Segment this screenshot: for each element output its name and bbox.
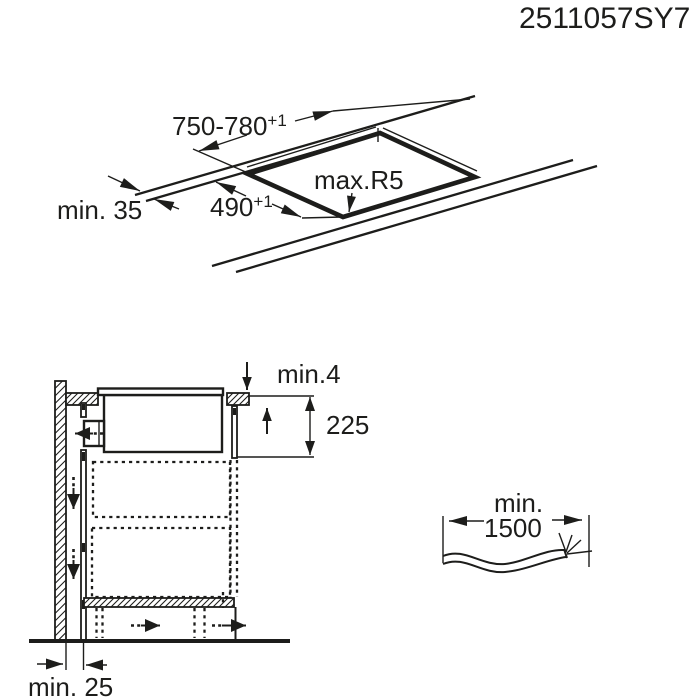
build-depth-label: 225 <box>326 410 370 440</box>
depth-dim-sup: +1 <box>253 192 273 211</box>
arrowhead <box>231 619 246 632</box>
width-dim-sup: +1 <box>267 111 287 130</box>
arrowhead <box>564 515 582 525</box>
cable-curve <box>443 549 567 572</box>
hob-body <box>104 395 222 452</box>
width-dim-value: 750-780 <box>172 111 268 141</box>
edge-clearance-label: min. 35 <box>57 195 143 225</box>
top-clearance-dimension <box>242 359 340 390</box>
hob-glass <box>98 389 223 396</box>
airflow-down-arrow-1 <box>67 477 80 509</box>
build-depth-dimension <box>237 396 369 457</box>
arrowhead <box>154 199 174 211</box>
arrowhead <box>449 516 467 526</box>
plinth-airflow-arrow-1 <box>131 619 160 632</box>
arrowhead <box>75 427 90 440</box>
cross-section-view <box>28 359 369 700</box>
arrowhead <box>262 408 272 421</box>
arrowhead <box>305 397 315 411</box>
arrowhead <box>305 441 315 455</box>
part-number: 2511057SY7 <box>519 2 691 35</box>
arrowhead <box>67 564 80 579</box>
corner-radius-label: max.R5 <box>314 165 404 195</box>
depth-dim-value: 490 <box>210 192 254 222</box>
arrowhead <box>199 140 219 151</box>
arrowhead <box>281 204 301 217</box>
arrowhead <box>67 494 80 509</box>
top-clearance-label: min.4 <box>277 359 341 389</box>
wall-clearance-label: min. 25 <box>28 672 114 700</box>
worktop-cutout-view <box>57 96 597 272</box>
cabinet-hidden-edges <box>231 460 238 598</box>
power-cable-view <box>443 488 592 572</box>
cabinet-side-panel <box>232 406 237 458</box>
arrowhead <box>46 659 63 670</box>
depth-dimension-label <box>210 192 273 222</box>
cable-min-label: min. <box>494 488 544 518</box>
arrowhead <box>242 377 252 390</box>
arrowhead <box>86 660 103 671</box>
plinth-airflow-arrow-2 <box>212 619 246 632</box>
arrowhead <box>120 178 140 191</box>
wall-clearance-dimension <box>28 642 113 700</box>
arrowhead <box>312 111 333 121</box>
drawer-outline-2 <box>92 528 230 597</box>
cable-length-label: 1500 <box>484 513 542 543</box>
width-dimension-label <box>172 111 287 141</box>
drawer-outline-1 <box>93 462 230 517</box>
arrowhead <box>145 619 160 632</box>
airflow-down-arrow-2 <box>67 549 80 579</box>
edge-clearance-dimension <box>57 176 179 225</box>
